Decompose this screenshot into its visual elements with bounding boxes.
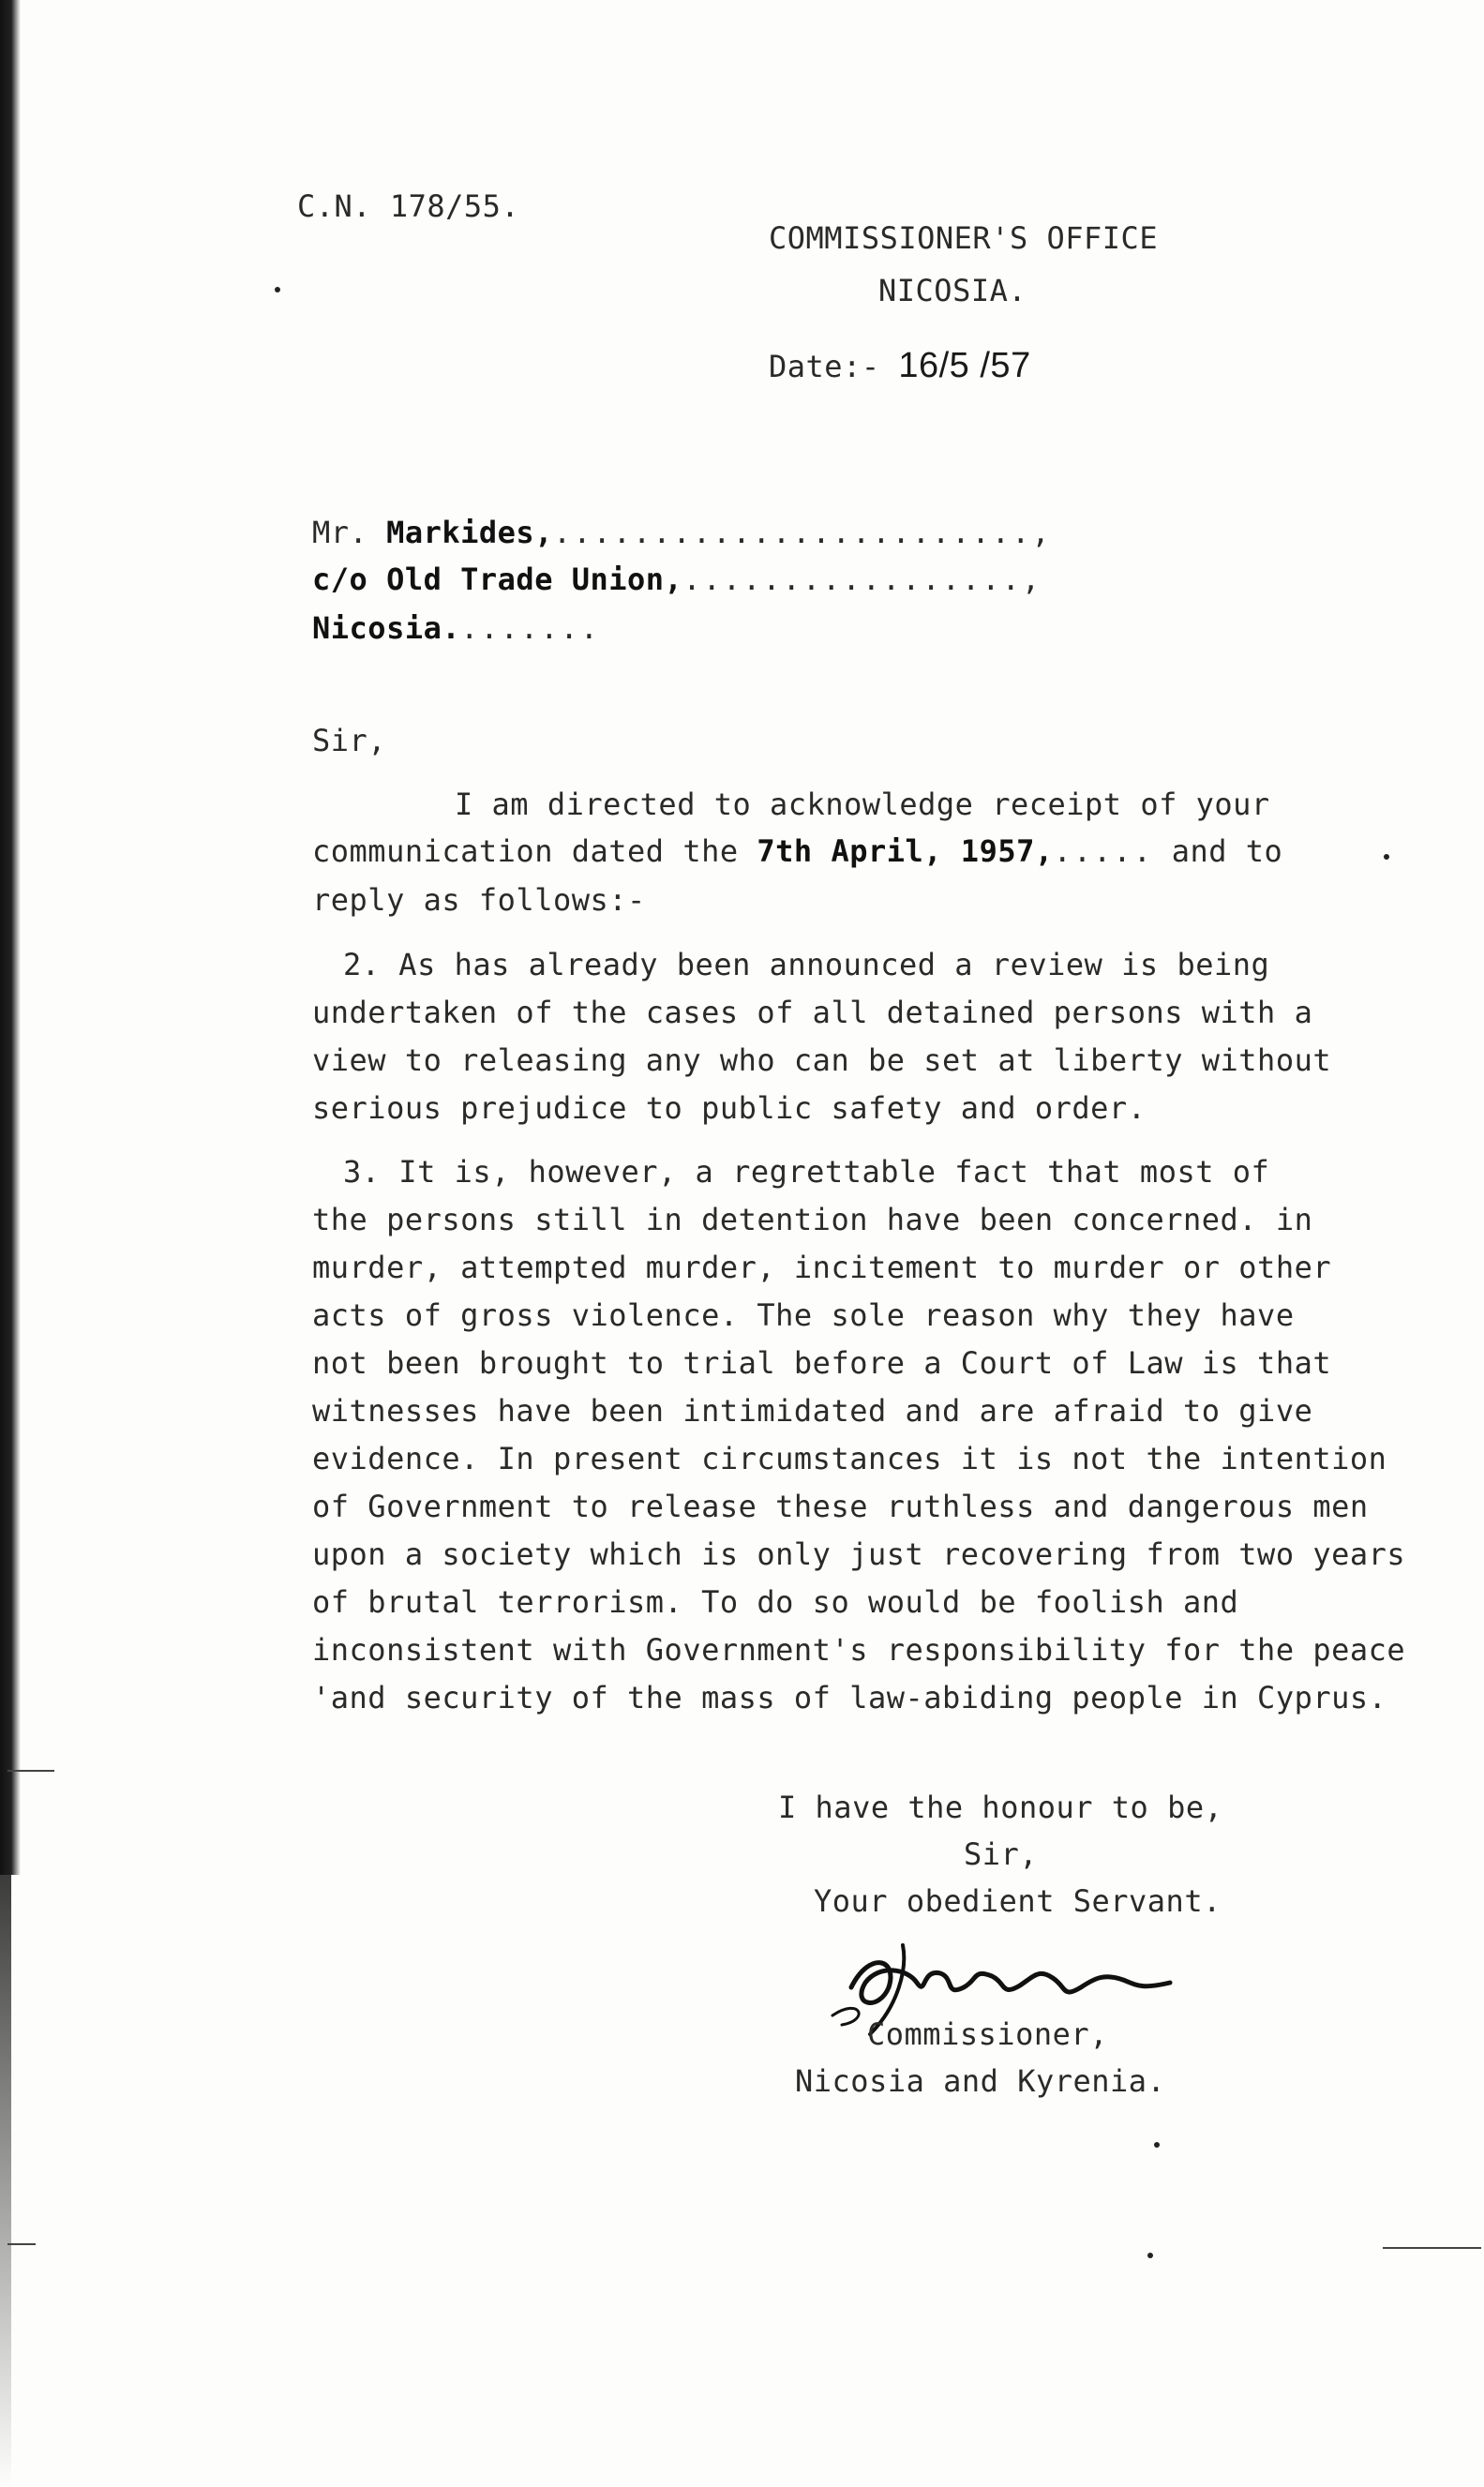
para3-line: witnesses have been intimidated and are afraid to give bbox=[312, 1393, 1313, 1429]
para3-line: the persons still in detention have been concerned. in bbox=[312, 1202, 1313, 1237]
address-fill-2: ................., bbox=[682, 562, 1042, 597]
date-value: 16/5 /57 bbox=[898, 346, 1031, 385]
scan-speck bbox=[1147, 2253, 1153, 2258]
address-line-3 bbox=[312, 609, 600, 647]
intro-fill: ..... bbox=[1053, 833, 1153, 869]
scan-speck bbox=[1384, 854, 1389, 860]
scan-mark-line bbox=[7, 2243, 36, 2245]
communication-date: 7th April, 1957, bbox=[757, 833, 1054, 869]
date-label: Date:- bbox=[769, 349, 880, 384]
address-city: Nicosia. bbox=[312, 610, 461, 646]
reference-number: C.N. 178/55. bbox=[297, 188, 520, 224]
para3-line: evidence. In present circumstances it is not the intention bbox=[312, 1441, 1387, 1476]
para3-line: of Government to release these ruthless and dangerous men bbox=[312, 1489, 1369, 1524]
paragraph-3 bbox=[312, 1148, 1405, 1722]
salutation: Sir, bbox=[312, 723, 387, 758]
closing-line-2: Sir, bbox=[964, 1836, 1039, 1872]
intro-and-to: and to bbox=[1171, 833, 1283, 869]
address-line-2 bbox=[312, 561, 1042, 598]
para3-line: not been brought to trial before a Court of Law is that bbox=[312, 1345, 1332, 1381]
para3-line: 'and security of the mass of law-abiding people in Cyprus. bbox=[312, 1680, 1387, 1715]
closing-line-3: Your obedient Servant. bbox=[814, 1883, 1222, 1919]
closing-line-1: I have the honour to be, bbox=[778, 1790, 1223, 1825]
intro-line-3: reply as follows:- bbox=[312, 882, 646, 918]
scan-mark-line bbox=[7, 1770, 54, 1772]
date-line bbox=[769, 347, 1031, 385]
intro-communication-text: communication dated the bbox=[312, 833, 739, 869]
address-line-1 bbox=[312, 514, 1052, 551]
scan-mark-line bbox=[1383, 2247, 1481, 2249]
address-fill-3: ....... bbox=[460, 610, 600, 646]
office-name: COMMISSIONER'S OFFICE bbox=[769, 220, 1159, 256]
signatory-title: Commissioner, bbox=[867, 2016, 1108, 2052]
intro-line-2 bbox=[312, 832, 1282, 870]
scan-shadow bbox=[0, 0, 21, 1875]
address-fill-1: ........................, bbox=[552, 515, 1052, 550]
scan-speck bbox=[1154, 2142, 1160, 2148]
para2-line: 2. As has already been announced a review is being bbox=[343, 947, 1270, 982]
para3-line: inconsistent with Government's responsibility for the peace bbox=[312, 1632, 1406, 1668]
para3-line: 3. It is, however, a regrettable fact that most of bbox=[343, 1154, 1270, 1190]
para3-line: murder, attempted murder, incitement to murder or other bbox=[312, 1250, 1332, 1285]
office-location: NICOSIA. bbox=[878, 273, 1027, 308]
intro-line-1: I am directed to acknowledge receipt of your bbox=[455, 787, 1270, 822]
para2-line: serious prejudice to public safety and order. bbox=[312, 1090, 1147, 1126]
para3-line: of brutal terrorism. To do so would be foolish and bbox=[312, 1584, 1239, 1620]
address-prefix: Mr. bbox=[312, 515, 368, 550]
addressee-name: Markides, bbox=[386, 515, 553, 550]
para3-line: upon a society which is only just recovering from two years bbox=[312, 1536, 1406, 1572]
para2-line: view to releasing any who can be set at liberty without bbox=[312, 1042, 1332, 1078]
paragraph-2 bbox=[312, 941, 1331, 1132]
para3-line: acts of gross violence. The sole reason why they have bbox=[312, 1297, 1295, 1333]
para2-line: undertaken of the cases of all detained persons with a bbox=[312, 995, 1313, 1030]
signatory-district: Nicosia and Kyrenia. bbox=[795, 2063, 1166, 2099]
address-street: c/o Old Trade Union, bbox=[312, 562, 683, 597]
scan-speck bbox=[275, 287, 280, 292]
